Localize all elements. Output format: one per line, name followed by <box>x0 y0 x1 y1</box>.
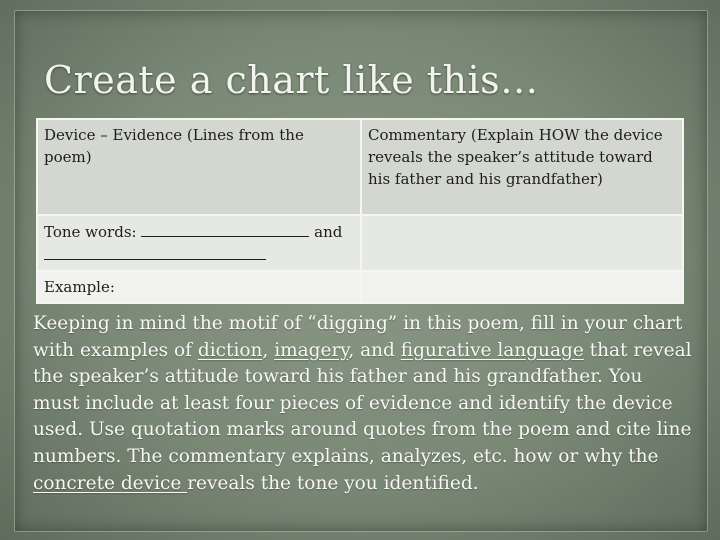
instructions-comma-2: , and <box>348 339 401 361</box>
example-label-cell: Example: <box>37 271 361 303</box>
instructions-paragraph <box>33 311 693 497</box>
tone-words-cell <box>37 215 361 271</box>
tone-commentary-cell <box>361 215 683 271</box>
instructions-comma-1: , <box>262 339 275 361</box>
imagery-term: imagery <box>274 339 349 361</box>
example-commentary-cell <box>361 271 683 303</box>
concrete-device-term: concrete device <box>33 472 188 494</box>
tone-blank-2 <box>44 243 266 260</box>
table-row-example <box>37 271 683 303</box>
header-cell-evidence: Device – Evidence (Lines from the poem) <box>37 119 361 215</box>
instructions-text-2: that reveal the speaker’s attitude toward his father and his grandfather. You must include at least four pieces of evidence and identify the device used. Use quotation marks around quotes from the poem and cite line numbers. The commentary explains, analyzes, etc. how or why the <box>33 339 692 467</box>
tone-and-text: and <box>314 223 343 241</box>
instructions-text-1: Keeping in mind the motif of “digging” in this poem, fill in your chart with examples of <box>33 313 683 361</box>
slide-title: Create a chart like this… <box>44 58 539 102</box>
example-chart-table <box>36 118 684 304</box>
instructions-text-3: reveals the tone you identified. <box>187 472 479 494</box>
figurative-language-term: figurative language <box>400 339 584 361</box>
header-cell-commentary: Commentary (Explain HOW the device reveals the speaker’s attitude toward his father and his grandfather) <box>361 119 683 215</box>
table-header-row <box>37 119 683 215</box>
tone-blank-1 <box>141 220 309 237</box>
table-row-tone <box>37 215 683 271</box>
diction-term: diction <box>197 339 263 361</box>
tone-words-label: Tone words: <box>44 223 137 241</box>
